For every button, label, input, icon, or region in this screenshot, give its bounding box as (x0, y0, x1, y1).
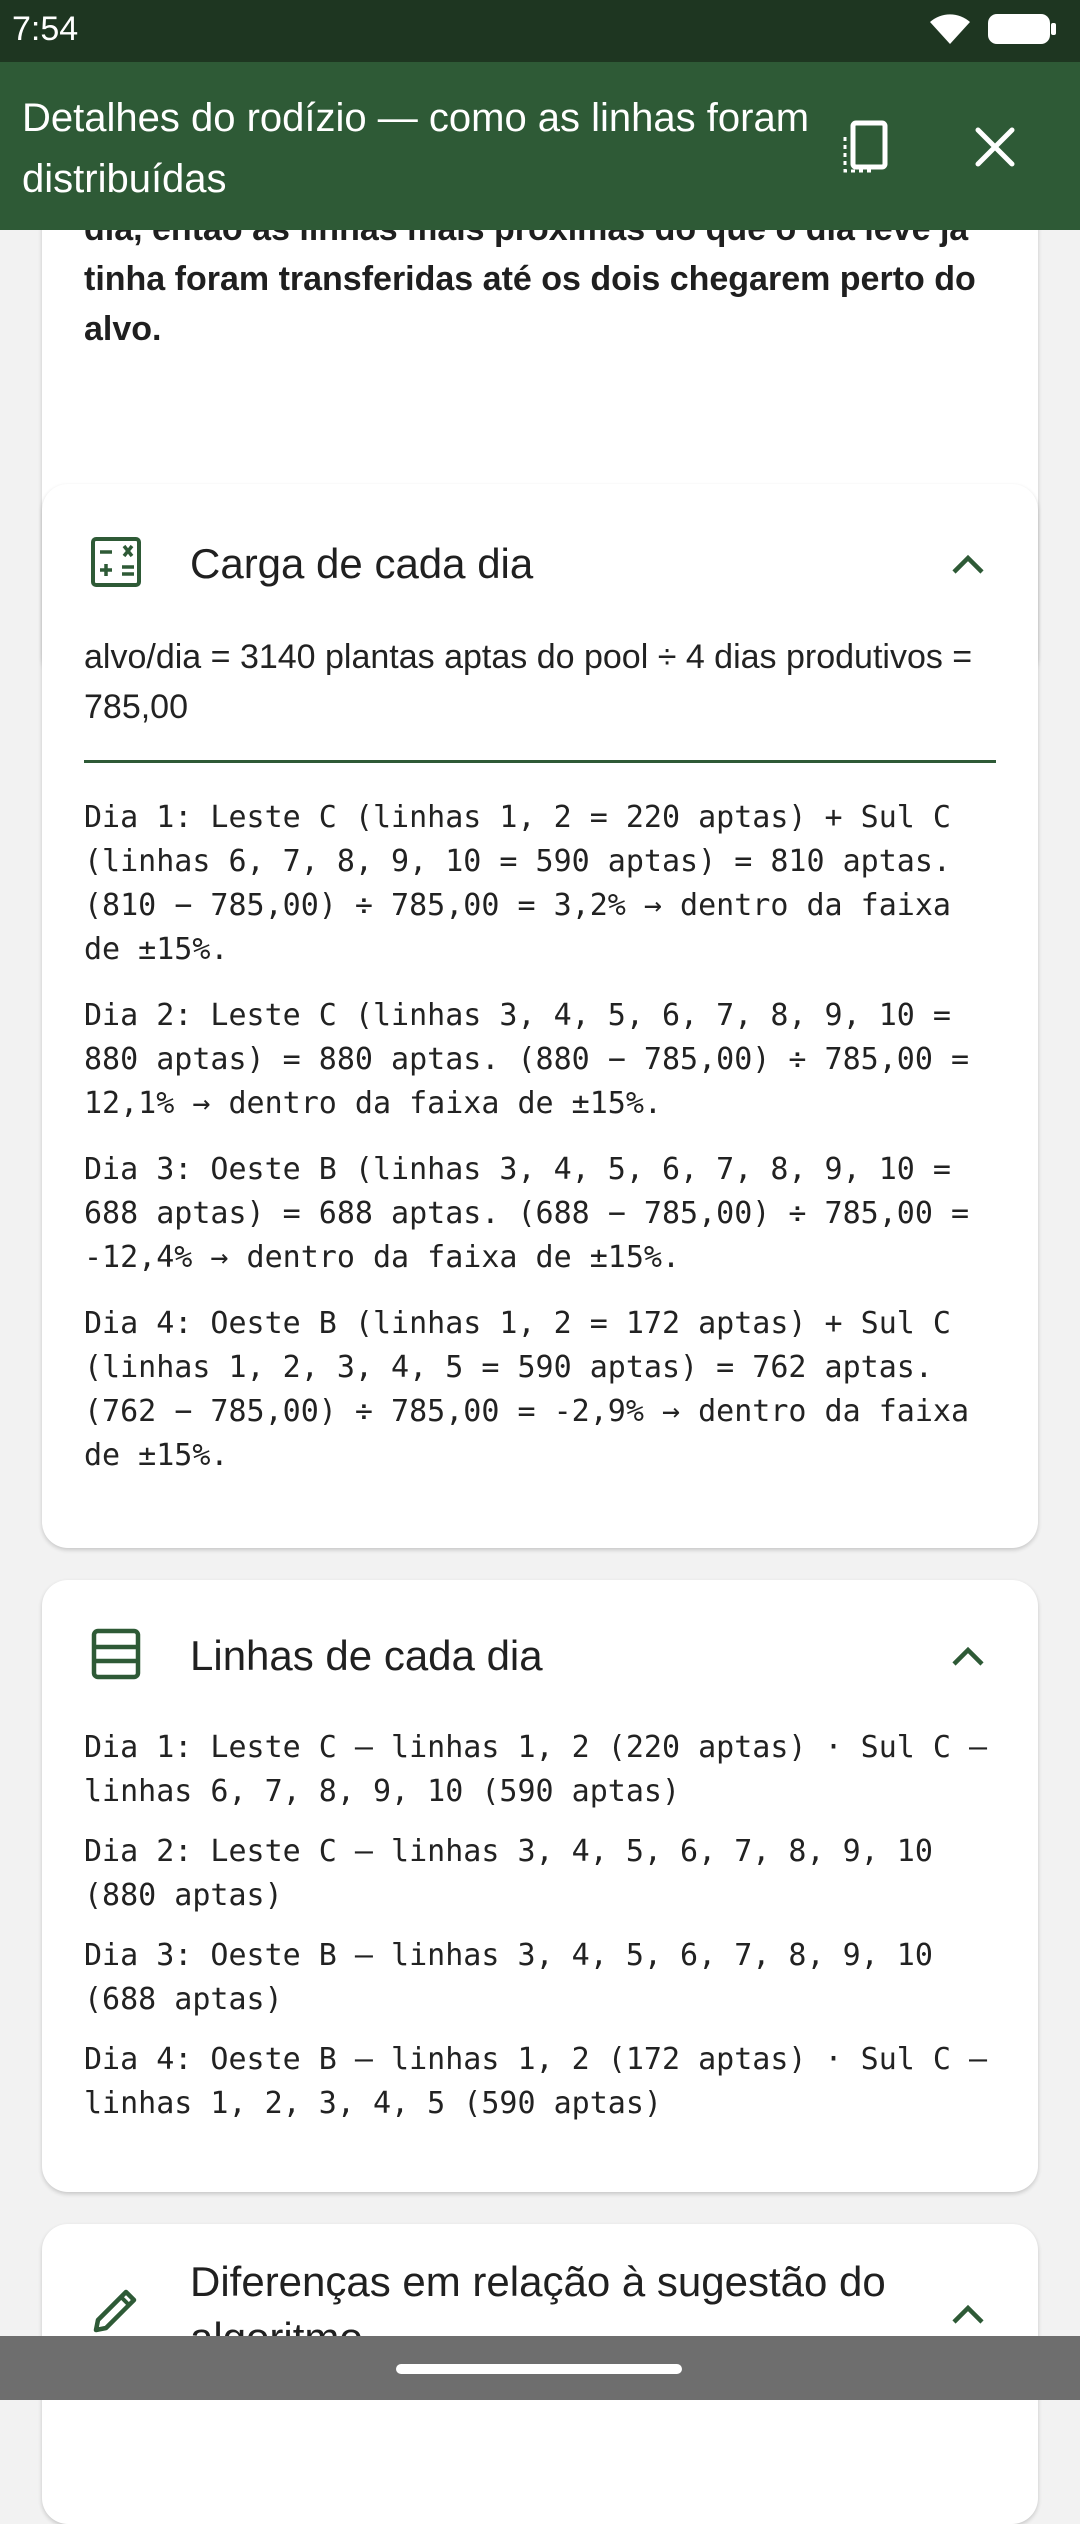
daily-lines-card (42, 1580, 1038, 2192)
day-load-item: Dia 2: Leste C (linhas 3, 4, 5, 6, 7, 8, 9, 10 = 880 aptas) = 880 aptas. (880 − 785,00) ÷ 785,00 = 12,1% → dentro da faixa de ±15%. (84, 998, 988, 1121)
navigation-bar (0, 2336, 1080, 2400)
chevron-up-icon (948, 1642, 988, 1668)
daily-load-list (84, 796, 1004, 1500)
day-load-item: Dia 1: Leste C (linhas 1, 2 = 220 aptas) + Sul C (linhas 6, 7, 8, 9, 10 = 590 aptas) = 810 aptas. (810 − 785,00) ÷ 785,00 = 3,2% → dentro da faixa de ±15%. (84, 800, 970, 967)
day-lines-item: Dia 2: Leste C — linhas 3, 4, 5, 6, 7, 8, 9, 10 (880 aptas) (84, 1834, 951, 1913)
daily-load-title: Carga de cada dia (190, 540, 534, 587)
day-load-item: Dia 3: Oeste B (linhas 3, 4, 5, 6, 7, 8, 9, 10 = 688 aptas) = 688 aptas. (688 − 785,00) ÷ 785,00 = -12,4% → dentro da faixa de ±15%. (84, 1152, 988, 1275)
target-formula: alvo/dia = 3140 plantas aptas do pool ÷ 4 dias produtivos = 785,00 (84, 638, 973, 726)
day-lines-item: Dia 4: Oeste B — linhas 1, 2 (172 aptas) · Sul C — linhas 1, 2, 3, 4, 5 (590 aptas) (84, 2042, 1006, 2121)
daily-lines-title: Linhas de cada dia (190, 1632, 543, 1679)
collapse-load-button[interactable] (948, 550, 988, 576)
page-title: Detalhes do rodízio — como as linhas foram distribuídas (22, 96, 810, 201)
home-gesture-handle[interactable] (396, 2364, 682, 2374)
collapse-lines-button[interactable] (948, 1642, 988, 1668)
status-icons (928, 12, 1058, 46)
status-bar (0, 0, 1080, 62)
daily-load-card (42, 484, 1038, 1548)
status-time: 7:54 (12, 10, 79, 48)
app-bar (0, 62, 1080, 230)
explanation-text: tinha foram transferidas até os dois chegarem perto do alvo. (84, 260, 976, 348)
pencil-icon (90, 2284, 142, 2336)
close-icon (974, 126, 1016, 168)
wifi-icon (928, 12, 972, 46)
close-button[interactable] (960, 112, 1030, 182)
rotate-screen-button[interactable] (832, 112, 902, 182)
day-load-item: Dia 4: Oeste B (linhas 1, 2 = 172 aptas) + Sul C (linhas 1, 2, 3, 4, 5 = 590 aptas) = 762 aptas. (762 − 785,00) ÷ 785,00 = -2,9% → dentro da faixa de ±15%. (84, 1306, 988, 1473)
day-lines-item: Dia 1: Leste C — linhas 1, 2 (220 aptas) · Sul C — linhas 6, 7, 8, 9, 10 (590 aptas) (84, 1730, 1006, 1809)
chevron-up-icon (948, 550, 988, 576)
chevron-up-icon (948, 2300, 988, 2326)
differences-title: Diferenças em relação à sugestão do (190, 2258, 886, 2305)
daily-lines-list (84, 1726, 1004, 2142)
collapse-differences-button[interactable] (948, 2300, 988, 2326)
calculator-icon (90, 536, 142, 588)
battery-icon (988, 12, 1058, 46)
list-icon (90, 1628, 142, 1680)
content-scroll[interactable] (0, 230, 1080, 2336)
screen-rotation-icon (841, 119, 893, 175)
day-lines-item: Dia 3: Oeste B — linhas 3, 4, 5, 6, 7, 8, 9, 10 (688 aptas) (84, 1938, 951, 2017)
divider (84, 760, 996, 763)
